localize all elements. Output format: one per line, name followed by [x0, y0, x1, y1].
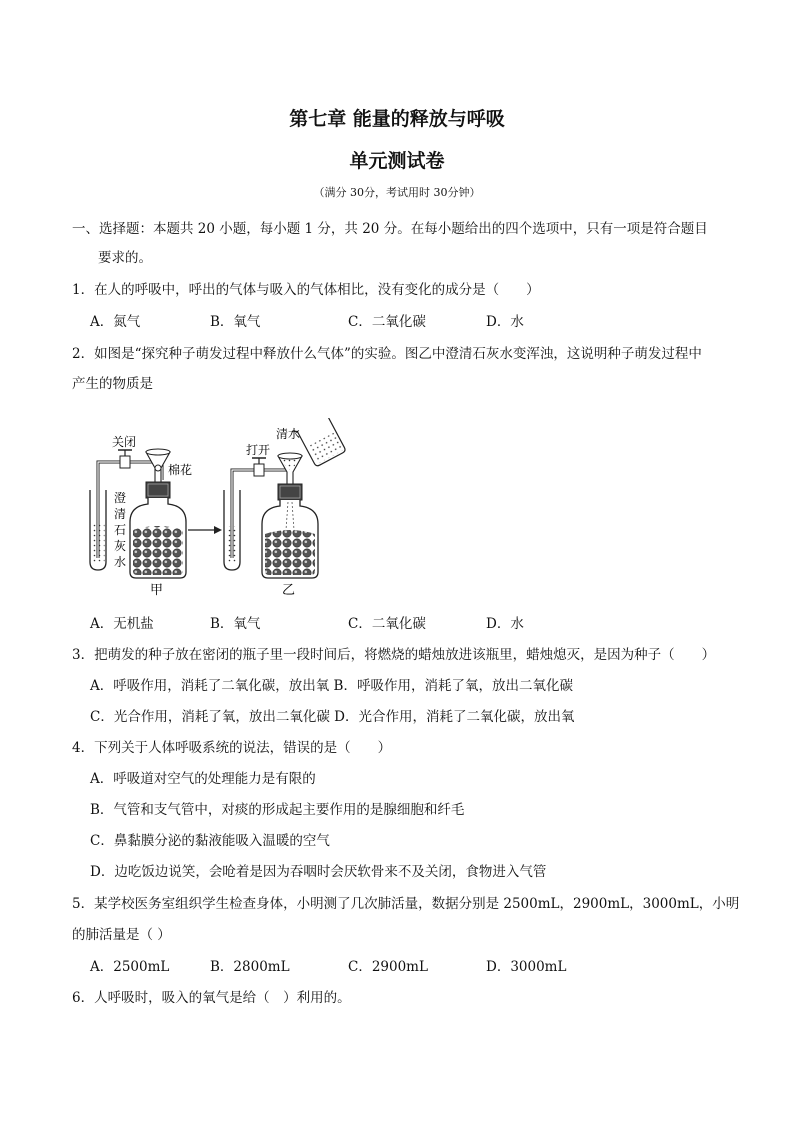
question-4-option-d: D．边吃饭边说笑，会呛着是因为吞咽时会厌软骨来不及关闭，食物进入气管 — [90, 864, 547, 880]
seeds-yi — [265, 530, 315, 575]
stopper-yi — [278, 484, 302, 500]
question-1-stem: 1．在人的呼吸中，呼出的气体与吸入的气体相比，没有变化的成分是（ ） — [72, 282, 540, 298]
question-1-option-d: D．水 — [486, 314, 524, 330]
question-5-option-a: A．2500mL — [90, 959, 170, 975]
question-5-option-b: B．2800mL — [210, 959, 290, 975]
label-limewater-5: 水 — [114, 555, 127, 569]
question-3-stem: 3．把萌发的种子放在密闭的瓶子里一段时间后，将燃烧的蜡烛放进该瓶里，蜡烛熄灭，是因为种子（ ） — [72, 647, 716, 663]
score-note: （满分 30分，考试用时 30分钟） — [313, 186, 481, 199]
question-2-option-d: D．水 — [486, 616, 524, 632]
question-5-option-d: D．3000mL — [486, 959, 567, 975]
seed-germination-experiment-figure — [82, 418, 412, 600]
setup-yi — [224, 418, 346, 598]
cotton-jia — [155, 465, 161, 471]
seeds-jia — [133, 526, 183, 575]
label-limewater-2: 清 — [114, 507, 127, 521]
valve-yi — [254, 464, 264, 476]
beaker-pouring-water — [292, 418, 346, 469]
question-5-option-c: C．2900mL — [348, 959, 428, 975]
question-1-option-c: C．二氧化碳 — [348, 314, 426, 330]
question-6-stem: 6．人呼吸时，吸入的氧气是给（ ）利用的。 — [72, 990, 351, 1006]
question-4-option-b: B．气管和支气管中，对痰的形成起主要作用的是腺细胞和纤毛 — [90, 802, 465, 818]
question-5-stem-line2: 的肺活量是（ ） — [72, 927, 171, 943]
question-2-stem-line2: 产生的物质是 — [72, 376, 153, 392]
question-2-option-a: A．无机盐 — [90, 616, 154, 632]
question-3-options-cd: C．光合作用，消耗了氧，放出二氧化碳 D．光合作用，消耗了二氧化碳，放出氧 — [90, 709, 575, 725]
setup-jia — [90, 434, 192, 598]
question-4-option-c: C．鼻黏膜分泌的黏液能吸入温暖的空气 — [90, 833, 330, 849]
label-yi: 乙 — [282, 583, 296, 598]
question-5-stem-line1: 5．某学校医务室组织学生检查身体，小明测了几次肺活量，数据分别是 2500mL，2900mL，3000mL，小明 — [72, 896, 740, 912]
label-cotton: 棉花 — [168, 463, 193, 477]
section-heading-line2: 要求的。 — [98, 250, 152, 266]
question-2-stem-line1: 2．如图是“探究种子萌发过程中释放什么气体”的实验。图乙中澄清石灰水变浑浊，这说明种子萌发过程中 — [72, 346, 702, 362]
question-1-option-a: A．氮气 — [90, 314, 141, 330]
arrow — [188, 526, 222, 534]
label-closed: 关闭 — [112, 435, 137, 449]
question-3-options-ab: A．呼吸作用，消耗了二氧化碳，放出氧 B．呼吸作用，消耗了氧，放出二氧化碳 — [90, 678, 573, 694]
question-1-option-b: B．氧气 — [210, 314, 261, 330]
label-limewater-3: 石 — [114, 523, 127, 537]
section-heading-line1: 一、选择题：本题共 20 小题，每小题 1 分，共 20 分。在每小题给出的四个选项中，只有一项是符合题目 — [72, 221, 708, 237]
label-jia: 甲 — [150, 583, 164, 598]
test-title: 单元测试卷 — [349, 150, 445, 172]
label-limewater-4: 灰 — [114, 539, 127, 553]
question-2-option-c: C．二氧化碳 — [348, 616, 426, 632]
question-4-stem: 4．下列关于人体呼吸系统的说法，错误的是（ ） — [72, 740, 392, 756]
label-limewater-1: 澄 — [114, 491, 127, 505]
question-4-option-a: A．呼吸道对空气的处理能力是有限的 — [90, 771, 316, 787]
label-water: 清水 — [276, 427, 301, 441]
label-open: 打开 — [246, 443, 271, 457]
question-2-option-b: B．氧气 — [210, 616, 261, 632]
valve-jia — [120, 456, 130, 468]
chapter-title: 第七章 能量的释放与呼吸 — [289, 108, 505, 130]
stopper-jia — [146, 482, 170, 498]
